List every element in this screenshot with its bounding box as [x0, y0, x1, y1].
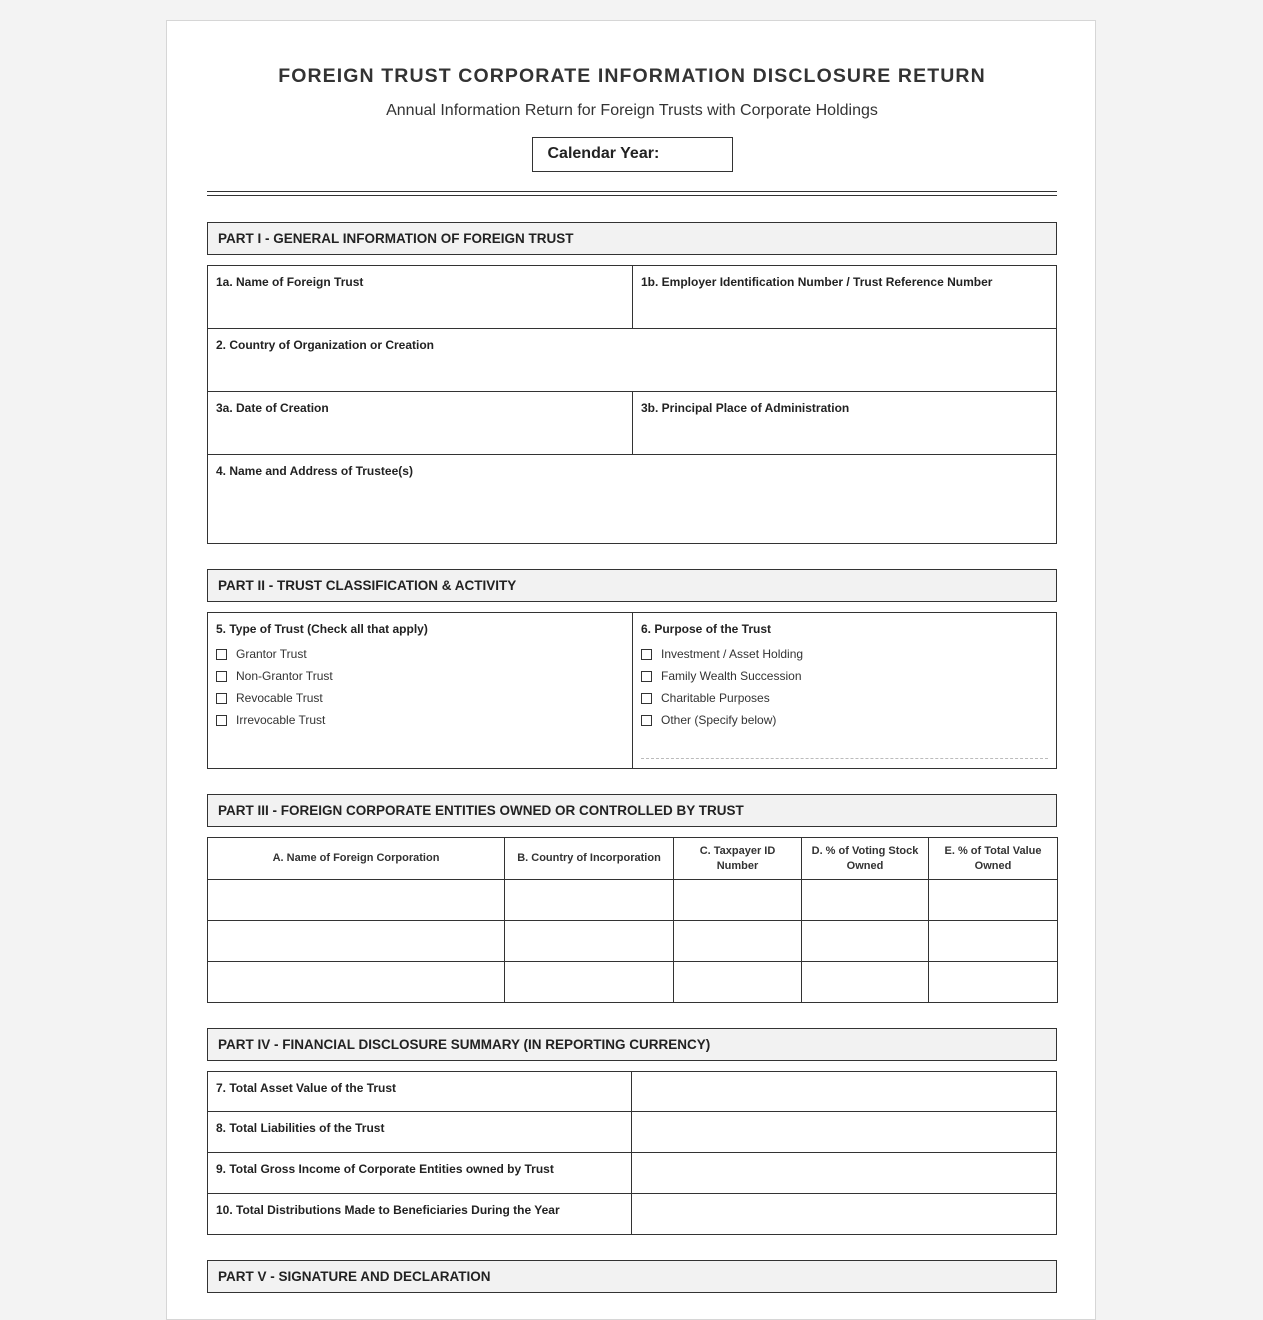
table-cell[interactable]	[505, 880, 674, 921]
option-label: Irrevocable Trust	[236, 713, 326, 727]
column-header: D. % of Voting Stock Owned	[802, 838, 929, 880]
part2-grid	[207, 612, 1057, 769]
table-cell[interactable]	[208, 880, 505, 921]
table-row	[208, 880, 1058, 921]
country-of-organization-label: 2. Country of Organization or Creation	[216, 338, 435, 352]
financial-row-label: 9. Total Gross Income of Corporate Entities owned by Trust	[208, 1153, 632, 1193]
part5-heading: PART V - SIGNATURE AND DECLARATION	[207, 1260, 1057, 1293]
option-label: Other (Specify below)	[661, 713, 777, 727]
part2-heading: PART II - TRUST CLASSIFICATION & ACTIVITY	[207, 569, 1057, 602]
other-specify-line[interactable]	[641, 758, 1048, 759]
option-label: Family Wealth Succession	[661, 669, 802, 683]
header-divider	[207, 191, 1057, 196]
table-cell[interactable]	[674, 921, 802, 962]
checkbox[interactable]	[216, 693, 227, 704]
country-of-organization-field[interactable]	[208, 329, 1056, 391]
financial-row	[207, 1153, 1057, 1194]
trustee-name-address-label: 4. Name and Address of Trustee(s)	[216, 464, 413, 478]
checkbox[interactable]	[216, 671, 227, 682]
option-label: Non-Grantor Trust	[236, 669, 333, 683]
total-gross-income-field[interactable]	[632, 1153, 1056, 1193]
part3-heading: PART III - FOREIGN CORPORATE ENTITIES OWNED OR CONTROLLED BY TRUST	[207, 794, 1057, 827]
trust-name-field[interactable]	[208, 266, 632, 328]
table-cell[interactable]	[208, 962, 505, 1003]
trust-type-option[interactable]	[216, 643, 624, 665]
ein-field[interactable]	[632, 266, 1056, 328]
table-cell[interactable]	[802, 880, 929, 921]
trust-type-option[interactable]	[216, 687, 624, 709]
table-cell[interactable]	[802, 921, 929, 962]
part1-grid	[207, 265, 1057, 544]
option-label: Charitable Purposes	[661, 691, 770, 705]
option-label: Grantor Trust	[236, 647, 307, 661]
total-asset-value-field[interactable]	[632, 1072, 1056, 1111]
trust-purpose-title: 6. Purpose of the Trust	[641, 622, 772, 636]
table-cell[interactable]	[674, 962, 802, 1003]
place-of-administration-field[interactable]	[632, 392, 1056, 454]
form-page	[166, 20, 1096, 1320]
trust-type-title: 5. Type of Trust (Check all that apply)	[216, 622, 428, 636]
checkbox[interactable]	[641, 715, 652, 726]
total-distributions-field[interactable]	[632, 1194, 1056, 1234]
financial-row-label: 10. Total Distributions Made to Beneficiaries During the Year	[208, 1194, 632, 1234]
checkbox[interactable]	[641, 649, 652, 660]
financial-row	[207, 1112, 1057, 1153]
calendar-year-label: Calendar Year:	[547, 145, 660, 162]
trust-purpose-option[interactable]	[641, 709, 1048, 731]
table-cell[interactable]	[929, 962, 1058, 1003]
table-cell[interactable]	[929, 921, 1058, 962]
trust-purpose-option[interactable]	[641, 687, 1048, 709]
trustee-name-address-field[interactable]	[208, 455, 1056, 543]
financial-row-label: 8. Total Liabilities of the Trust	[208, 1112, 632, 1152]
column-header: C. Taxpayer ID Number	[674, 838, 802, 880]
table-cell[interactable]	[674, 880, 802, 921]
date-of-creation-label: 3a. Date of Creation	[216, 401, 329, 415]
table-cell[interactable]	[208, 921, 505, 962]
ein-label: 1b. Employer Identification Number / Trust Reference Number	[641, 275, 993, 289]
table-cell[interactable]	[505, 962, 674, 1003]
trust-type-section	[208, 613, 632, 768]
table-row	[208, 962, 1058, 1003]
option-label: Investment / Asset Holding	[661, 647, 804, 661]
financial-row	[207, 1071, 1057, 1112]
checkbox[interactable]	[216, 715, 227, 726]
total-liabilities-field[interactable]	[632, 1112, 1056, 1152]
trust-name-label: 1a. Name of Foreign Trust	[216, 275, 364, 289]
table-cell[interactable]	[929, 880, 1058, 921]
financial-row	[207, 1194, 1057, 1235]
table-row	[208, 921, 1058, 962]
checkbox[interactable]	[641, 693, 652, 704]
calendar-year-field[interactable]	[532, 137, 733, 172]
financial-summary-grid	[207, 1071, 1057, 1235]
option-label: Revocable Trust	[236, 691, 323, 705]
trust-purpose-option[interactable]	[641, 665, 1048, 687]
table-cell[interactable]	[505, 921, 674, 962]
form-title: FOREIGN TRUST CORPORATE INFORMATION DISCLOSURE RETURN	[278, 65, 986, 87]
trust-type-option[interactable]	[216, 709, 624, 731]
checkbox[interactable]	[641, 671, 652, 682]
form-subtitle: Annual Information Return for Foreign Trusts with Corporate Holdings	[386, 102, 878, 119]
corporate-entities-table	[207, 837, 1058, 1003]
place-of-administration-label: 3b. Principal Place of Administration	[641, 401, 850, 415]
part4-heading: PART IV - FINANCIAL DISCLOSURE SUMMARY (IN REPORTING CURRENCY)	[207, 1028, 1057, 1061]
table-cell[interactable]	[802, 962, 929, 1003]
date-of-creation-field[interactable]	[208, 392, 632, 454]
financial-row-label: 7. Total Asset Value of the Trust	[208, 1072, 632, 1111]
part1-heading: PART I - GENERAL INFORMATION OF FOREIGN TRUST	[207, 222, 1057, 255]
trust-type-option[interactable]	[216, 665, 624, 687]
table-header-row	[208, 838, 1058, 880]
checkbox[interactable]	[216, 649, 227, 660]
trust-purpose-option[interactable]	[641, 643, 1048, 665]
column-header: B. Country of Incorporation	[505, 838, 674, 880]
trust-purpose-section	[632, 613, 1056, 768]
form-body	[207, 21, 1057, 1293]
column-header: A. Name of Foreign Corporation	[208, 838, 505, 880]
column-header: E. % of Total Value Owned	[929, 838, 1058, 880]
